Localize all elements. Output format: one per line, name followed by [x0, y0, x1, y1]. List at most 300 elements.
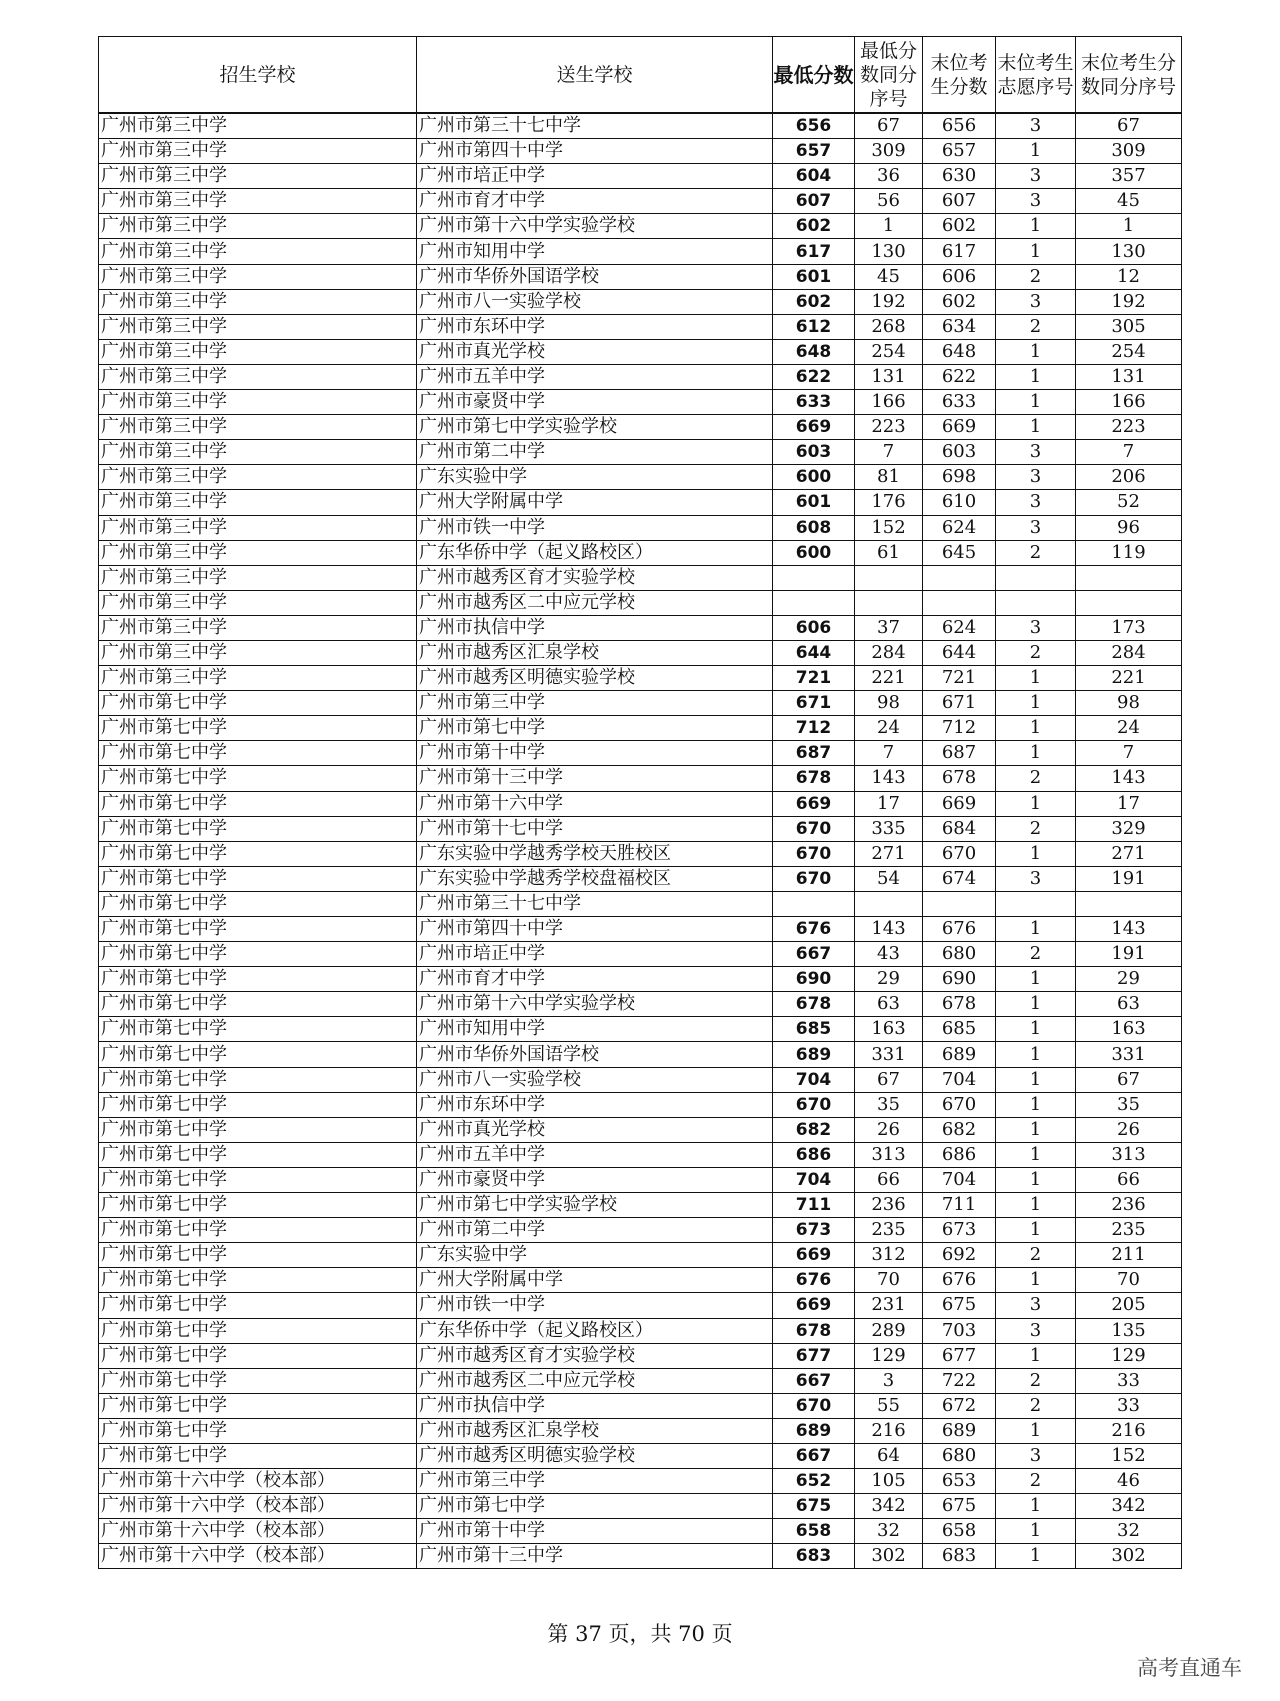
cell-last-score-rank [1076, 891, 1182, 916]
cell-recruiting-school: 广州市第三中学 [99, 666, 417, 691]
cell-last-choice-rank [996, 891, 1076, 916]
cell-min-score: 601 [773, 264, 855, 289]
cell-sending-school: 广州市知用中学 [417, 239, 773, 264]
cell-min-score-rank: 17 [855, 791, 923, 816]
cell-min-score-rank: 105 [855, 1469, 923, 1494]
cell-recruiting-school: 广州市第七中学 [99, 1167, 417, 1192]
cell-sending-school: 广州市第二中学 [417, 440, 773, 465]
cell-last-score-rank: 166 [1076, 390, 1182, 415]
cell-last-choice-rank: 2 [996, 942, 1076, 967]
table-row [99, 314, 1182, 339]
cell-last-choice-rank: 1 [996, 691, 1076, 716]
cell-last-score-rank: 357 [1076, 164, 1182, 189]
cell-min-score-rank: 29 [855, 967, 923, 992]
cell-sending-school: 广州市第十六中学实验学校 [417, 214, 773, 239]
cell-last-score-rank: 29 [1076, 967, 1182, 992]
cell-min-score: 686 [773, 1142, 855, 1167]
cell-recruiting-school: 广州市第七中学 [99, 1393, 417, 1418]
cell-last-score-rank: 45 [1076, 189, 1182, 214]
cell-min-score: 678 [773, 992, 855, 1017]
cell-last-score: 622 [923, 364, 996, 389]
table-row [99, 1393, 1182, 1418]
table-row [99, 816, 1182, 841]
cell-last-score-rank: 119 [1076, 540, 1182, 565]
cell-sending-school: 广州市越秀区明德实验学校 [417, 666, 773, 691]
cell-last-choice-rank: 3 [996, 490, 1076, 515]
cell-last-score: 678 [923, 766, 996, 791]
cell-last-choice-rank: 1 [996, 415, 1076, 440]
table-row [99, 239, 1182, 264]
cell-sending-school: 广州市真光学校 [417, 1117, 773, 1142]
cell-recruiting-school: 广州市第七中学 [99, 1443, 417, 1468]
cell-min-score: 682 [773, 1117, 855, 1142]
cell-last-choice-rank: 1 [996, 1042, 1076, 1067]
cell-last-choice-rank: 3 [996, 113, 1076, 139]
cell-sending-school: 广州市越秀区二中应元学校 [417, 590, 773, 615]
cell-last-score-rank: 96 [1076, 515, 1182, 540]
cell-last-score-rank: 216 [1076, 1418, 1182, 1443]
table-row [99, 164, 1182, 189]
cell-last-choice-rank: 1 [996, 791, 1076, 816]
cell-recruiting-school: 广州市第三中学 [99, 615, 417, 640]
cell-recruiting-school: 广州市第七中学 [99, 1418, 417, 1443]
header-last-choice-rank: 末位考生志愿序号 [996, 37, 1076, 114]
cell-last-choice-rank: 2 [996, 766, 1076, 791]
cell-last-choice-rank: 2 [996, 1368, 1076, 1393]
cell-last-score: 644 [923, 640, 996, 665]
cell-min-score: 721 [773, 666, 855, 691]
cell-last-score: 648 [923, 339, 996, 364]
cell-last-score: 703 [923, 1318, 996, 1343]
cell-last-score-rank: 67 [1076, 113, 1182, 139]
cell-recruiting-school: 广州市第七中学 [99, 917, 417, 942]
cell-last-choice-rank: 1 [996, 716, 1076, 741]
table-row [99, 139, 1182, 164]
cell-last-score-rank: 329 [1076, 816, 1182, 841]
cell-last-score: 610 [923, 490, 996, 515]
cell-recruiting-school: 广州市第七中学 [99, 691, 417, 716]
cell-sending-school: 广州市越秀区汇泉学校 [417, 1418, 773, 1443]
cell-min-score-rank: 67 [855, 113, 923, 139]
cell-sending-school: 广州市豪贤中学 [417, 390, 773, 415]
cell-last-choice-rank: 1 [996, 1067, 1076, 1092]
cell-last-choice-rank: 3 [996, 515, 1076, 540]
cell-min-score-rank: 43 [855, 942, 923, 967]
cell-recruiting-school: 广州市第七中学 [99, 1318, 417, 1343]
cell-recruiting-school: 广州市第三中学 [99, 314, 417, 339]
cell-recruiting-school: 广州市第十六中学（校本部） [99, 1494, 417, 1519]
cell-last-choice-rank: 2 [996, 640, 1076, 665]
cell-min-score: 673 [773, 1218, 855, 1243]
cell-sending-school: 广东实验中学 [417, 1243, 773, 1268]
cell-sending-school: 广州市第四十中学 [417, 139, 773, 164]
cell-min-score-rank: 342 [855, 1494, 923, 1519]
cell-last-score-rank: 192 [1076, 289, 1182, 314]
cell-last-choice-rank: 3 [996, 465, 1076, 490]
cell-last-score-rank: 309 [1076, 139, 1182, 164]
cell-last-score: 670 [923, 841, 996, 866]
cell-recruiting-school: 广州市第七中学 [99, 1092, 417, 1117]
cell-last-score: 675 [923, 1293, 996, 1318]
cell-min-score: 622 [773, 364, 855, 389]
cell-min-score-rank: 143 [855, 766, 923, 791]
table-row [99, 1519, 1182, 1544]
cell-last-score-rank: 70 [1076, 1268, 1182, 1293]
cell-recruiting-school: 广州市第三中学 [99, 640, 417, 665]
cell-last-score-rank: 7 [1076, 741, 1182, 766]
cell-sending-school: 广州市第四十中学 [417, 917, 773, 942]
cell-last-score: 711 [923, 1193, 996, 1218]
cell-last-choice-rank: 2 [996, 1469, 1076, 1494]
cell-min-score-rank: 312 [855, 1243, 923, 1268]
cell-last-score-rank: 52 [1076, 490, 1182, 515]
cell-sending-school: 广州市真光学校 [417, 339, 773, 364]
cell-recruiting-school: 广州市第三中学 [99, 214, 417, 239]
cell-min-score-rank: 67 [855, 1067, 923, 1092]
table-header-row [99, 37, 1182, 114]
table-row [99, 640, 1182, 665]
cell-min-score-rank: 98 [855, 691, 923, 716]
cell-min-score-rank: 131 [855, 364, 923, 389]
cell-min-score: 603 [773, 440, 855, 465]
cell-min-score-rank: 81 [855, 465, 923, 490]
table-row [99, 1142, 1182, 1167]
cell-last-choice-rank: 1 [996, 1092, 1076, 1117]
cell-last-choice-rank: 3 [996, 440, 1076, 465]
cell-recruiting-school: 广州市第七中学 [99, 841, 417, 866]
table-row [99, 666, 1182, 691]
cell-last-score-rank: 46 [1076, 1469, 1182, 1494]
cell-min-score: 704 [773, 1067, 855, 1092]
cell-sending-school: 广州市第七中学实验学校 [417, 415, 773, 440]
cell-sending-school: 广州市第二中学 [417, 1218, 773, 1243]
cell-recruiting-school: 广州市第十六中学（校本部） [99, 1469, 417, 1494]
cell-last-score: 607 [923, 189, 996, 214]
table-row [99, 841, 1182, 866]
table-row [99, 490, 1182, 515]
cell-min-score-rank: 313 [855, 1142, 923, 1167]
cell-min-score-rank: 32 [855, 1519, 923, 1544]
cell-sending-school: 广州市第三中学 [417, 691, 773, 716]
cell-last-score: 692 [923, 1243, 996, 1268]
cell-sending-school: 广州大学附属中学 [417, 1268, 773, 1293]
cell-last-score: 676 [923, 917, 996, 942]
cell-sending-school: 广州市第七中学实验学校 [417, 1193, 773, 1218]
cell-recruiting-school: 广州市第三中学 [99, 490, 417, 515]
cell-last-score: 685 [923, 1017, 996, 1042]
cell-last-choice-rank: 1 [996, 1343, 1076, 1368]
cell-sending-school: 广州市培正中学 [417, 164, 773, 189]
cell-last-score-rank: 63 [1076, 992, 1182, 1017]
cell-last-score-rank: 223 [1076, 415, 1182, 440]
table-row [99, 1494, 1182, 1519]
table-row [99, 1167, 1182, 1192]
table-row [99, 917, 1182, 942]
table-row [99, 565, 1182, 590]
cell-min-score-rank: 3 [855, 1368, 923, 1393]
cell-min-score-rank: 26 [855, 1117, 923, 1142]
cell-recruiting-school: 广州市第三中学 [99, 390, 417, 415]
admission-score-table [98, 36, 1182, 1569]
cell-min-score-rank: 37 [855, 615, 923, 640]
cell-min-score: 658 [773, 1519, 855, 1544]
cell-last-choice-rank: 3 [996, 289, 1076, 314]
cell-min-score: 711 [773, 1193, 855, 1218]
cell-min-score: 669 [773, 415, 855, 440]
cell-last-score: 653 [923, 1469, 996, 1494]
cell-min-score-rank: 254 [855, 339, 923, 364]
table-row [99, 1443, 1182, 1468]
cell-min-score-rank: 335 [855, 816, 923, 841]
table-row [99, 1243, 1182, 1268]
cell-last-score-rank: 12 [1076, 264, 1182, 289]
cell-recruiting-school: 广州市第七中学 [99, 1368, 417, 1393]
cell-last-score: 602 [923, 214, 996, 239]
cell-min-score [773, 565, 855, 590]
cell-min-score: 670 [773, 816, 855, 841]
cell-recruiting-school: 广州市第七中学 [99, 791, 417, 816]
cell-last-score: 690 [923, 967, 996, 992]
cell-min-score: 689 [773, 1042, 855, 1067]
table-row [99, 1343, 1182, 1368]
cell-last-choice-rank: 1 [996, 967, 1076, 992]
cell-last-score [923, 565, 996, 590]
cell-recruiting-school: 广州市第三中学 [99, 239, 417, 264]
cell-last-score: 682 [923, 1117, 996, 1142]
cell-last-score-rank: 331 [1076, 1042, 1182, 1067]
cell-recruiting-school: 广州市第七中学 [99, 1193, 417, 1218]
cell-min-score: 648 [773, 339, 855, 364]
cell-min-score-rank: 129 [855, 1343, 923, 1368]
cell-last-score-rank: 143 [1076, 766, 1182, 791]
cell-min-score-rank: 231 [855, 1293, 923, 1318]
table-row [99, 189, 1182, 214]
cell-last-score: 704 [923, 1067, 996, 1092]
cell-min-score: 670 [773, 841, 855, 866]
cell-last-score-rank: 17 [1076, 791, 1182, 816]
cell-min-score-rank: 66 [855, 1167, 923, 1192]
table-row [99, 1469, 1182, 1494]
cell-last-choice-rank: 1 [996, 1117, 1076, 1142]
cell-recruiting-school: 广州市第七中学 [99, 1268, 417, 1293]
cell-min-score: 704 [773, 1167, 855, 1192]
table-row [99, 440, 1182, 465]
cell-last-score-rank: 7 [1076, 440, 1182, 465]
cell-last-choice-rank: 1 [996, 339, 1076, 364]
cell-sending-school: 广州市执信中学 [417, 1393, 773, 1418]
cell-recruiting-school: 广州市第三中学 [99, 440, 417, 465]
cell-min-score: 677 [773, 1343, 855, 1368]
cell-last-score: 645 [923, 540, 996, 565]
cell-min-score-rank: 54 [855, 866, 923, 891]
cell-last-score: 687 [923, 741, 996, 766]
table-row [99, 390, 1182, 415]
table-row [99, 615, 1182, 640]
cell-sending-school: 广州市执信中学 [417, 615, 773, 640]
cell-min-score: 600 [773, 540, 855, 565]
cell-last-score-rank: 152 [1076, 1443, 1182, 1468]
table-row [99, 1067, 1182, 1092]
table-row [99, 791, 1182, 816]
cell-recruiting-school: 广州市第七中学 [99, 1293, 417, 1318]
cell-sending-school: 广州市第十六中学 [417, 791, 773, 816]
cell-last-score-rank: 35 [1076, 1092, 1182, 1117]
cell-min-score-rank: 223 [855, 415, 923, 440]
cell-last-score-rank [1076, 565, 1182, 590]
cell-last-choice-rank: 3 [996, 1318, 1076, 1343]
cell-recruiting-school: 广州市第七中学 [99, 766, 417, 791]
cell-min-score: 675 [773, 1494, 855, 1519]
cell-last-score: 657 [923, 139, 996, 164]
cell-recruiting-school: 广州市第三中学 [99, 565, 417, 590]
cell-last-score: 684 [923, 816, 996, 841]
cell-recruiting-school: 广州市第七中学 [99, 716, 417, 741]
cell-last-choice-rank: 1 [996, 1268, 1076, 1293]
table-row [99, 540, 1182, 565]
cell-last-score: 689 [923, 1042, 996, 1067]
cell-sending-school: 广州市育才中学 [417, 967, 773, 992]
cell-min-score-rank: 216 [855, 1418, 923, 1443]
cell-min-score: 689 [773, 1418, 855, 1443]
cell-min-score-rank: 56 [855, 189, 923, 214]
cell-last-score-rank: 236 [1076, 1193, 1182, 1218]
cell-min-score-rank: 268 [855, 314, 923, 339]
cell-recruiting-school: 广州市第三中学 [99, 364, 417, 389]
cell-last-choice-rank: 1 [996, 1494, 1076, 1519]
cell-recruiting-school: 广州市第七中学 [99, 816, 417, 841]
cell-min-score: 601 [773, 490, 855, 515]
cell-min-score-rank: 166 [855, 390, 923, 415]
cell-recruiting-school: 广州市第七中学 [99, 741, 417, 766]
cell-last-score: 680 [923, 942, 996, 967]
cell-last-score-rank: 302 [1076, 1544, 1182, 1569]
cell-last-choice-rank: 1 [996, 1193, 1076, 1218]
cell-min-score-rank: 235 [855, 1218, 923, 1243]
cell-recruiting-school: 广州市第七中学 [99, 1218, 417, 1243]
cell-min-score: 607 [773, 189, 855, 214]
cell-min-score: 669 [773, 1293, 855, 1318]
header-sending-school: 送生学校 [417, 37, 773, 114]
cell-last-score: 633 [923, 390, 996, 415]
cell-last-score: 602 [923, 289, 996, 314]
table-row [99, 1218, 1182, 1243]
cell-last-score: 677 [923, 1343, 996, 1368]
table-row [99, 113, 1182, 139]
cell-min-score-rank: 309 [855, 139, 923, 164]
cell-sending-school: 广州市东环中学 [417, 314, 773, 339]
cell-last-score: 630 [923, 164, 996, 189]
table-row [99, 1318, 1182, 1343]
cell-sending-school: 广州市第七中学 [417, 716, 773, 741]
cell-last-score: 624 [923, 515, 996, 540]
cell-last-score-rank: 26 [1076, 1117, 1182, 1142]
table-row [99, 967, 1182, 992]
cell-sending-school: 广州市育才中学 [417, 189, 773, 214]
table-row [99, 1418, 1182, 1443]
cell-last-score-rank: 313 [1076, 1142, 1182, 1167]
cell-min-score: 657 [773, 139, 855, 164]
table-row [99, 465, 1182, 490]
cell-min-score-rank [855, 891, 923, 916]
cell-last-choice-rank: 1 [996, 239, 1076, 264]
cell-last-score: 686 [923, 1142, 996, 1167]
cell-sending-school: 广州市五羊中学 [417, 364, 773, 389]
cell-last-score-rank: 205 [1076, 1293, 1182, 1318]
cell-last-score: 683 [923, 1544, 996, 1569]
cell-last-choice-rank [996, 565, 1076, 590]
cell-min-score: 600 [773, 465, 855, 490]
cell-last-choice-rank: 3 [996, 1443, 1076, 1468]
cell-sending-school: 广州市第三十七中学 [417, 891, 773, 916]
table-row [99, 992, 1182, 1017]
cell-last-choice-rank: 2 [996, 1393, 1076, 1418]
cell-min-score-rank: 271 [855, 841, 923, 866]
cell-min-score: 644 [773, 640, 855, 665]
cell-last-score-rank: 271 [1076, 841, 1182, 866]
cell-last-choice-rank: 1 [996, 139, 1076, 164]
header-min-score-rank: 最低分数同分序号 [855, 37, 923, 114]
cell-sending-school: 广东实验中学越秀学校天胜校区 [417, 841, 773, 866]
cell-min-score: 687 [773, 741, 855, 766]
cell-recruiting-school: 广州市第三中学 [99, 264, 417, 289]
cell-min-score-rank: 64 [855, 1443, 923, 1468]
table-row [99, 741, 1182, 766]
cell-last-choice-rank: 1 [996, 1418, 1076, 1443]
table-row [99, 1544, 1182, 1569]
table-row [99, 891, 1182, 916]
cell-sending-school: 广州市第十三中学 [417, 1544, 773, 1569]
cell-last-score-rank: 254 [1076, 339, 1182, 364]
table-row [99, 866, 1182, 891]
cell-min-score-rank: 331 [855, 1042, 923, 1067]
cell-recruiting-school: 广州市第七中学 [99, 1243, 417, 1268]
cell-min-score-rank: 284 [855, 640, 923, 665]
cell-sending-school: 广东实验中学 [417, 465, 773, 490]
table-body [99, 113, 1182, 1569]
cell-last-choice-rank: 2 [996, 264, 1076, 289]
cell-min-score: 656 [773, 113, 855, 139]
cell-recruiting-school: 广州市第七中学 [99, 1017, 417, 1042]
cell-last-choice-rank: 1 [996, 666, 1076, 691]
cell-min-score: 676 [773, 1268, 855, 1293]
cell-sending-school: 广州市第十中学 [417, 1519, 773, 1544]
cell-recruiting-school: 广州市第三中学 [99, 415, 417, 440]
cell-min-score-rank: 35 [855, 1092, 923, 1117]
cell-last-choice-rank: 1 [996, 1218, 1076, 1243]
cell-min-score: 602 [773, 289, 855, 314]
cell-min-score: 602 [773, 214, 855, 239]
cell-sending-school: 广州市八一实验学校 [417, 1067, 773, 1092]
cell-last-score: 722 [923, 1368, 996, 1393]
cell-last-score-rank: 1 [1076, 214, 1182, 239]
cell-min-score: 712 [773, 716, 855, 741]
cell-sending-school: 广州市越秀区二中应元学校 [417, 1368, 773, 1393]
cell-last-score: 670 [923, 1092, 996, 1117]
cell-min-score-rank: 36 [855, 164, 923, 189]
cell-min-score: 604 [773, 164, 855, 189]
cell-last-score-rank: 284 [1076, 640, 1182, 665]
table-row [99, 1017, 1182, 1042]
cell-last-choice-rank: 3 [996, 189, 1076, 214]
table-row [99, 716, 1182, 741]
cell-last-score: 712 [923, 716, 996, 741]
cell-recruiting-school: 广州市第七中学 [99, 1117, 417, 1142]
cell-sending-school: 广州市越秀区汇泉学校 [417, 640, 773, 665]
cell-min-score-rank: 163 [855, 1017, 923, 1042]
cell-last-choice-rank: 3 [996, 615, 1076, 640]
cell-min-score-rank: 45 [855, 264, 923, 289]
cell-sending-school: 广东华侨中学（起义路校区） [417, 1318, 773, 1343]
